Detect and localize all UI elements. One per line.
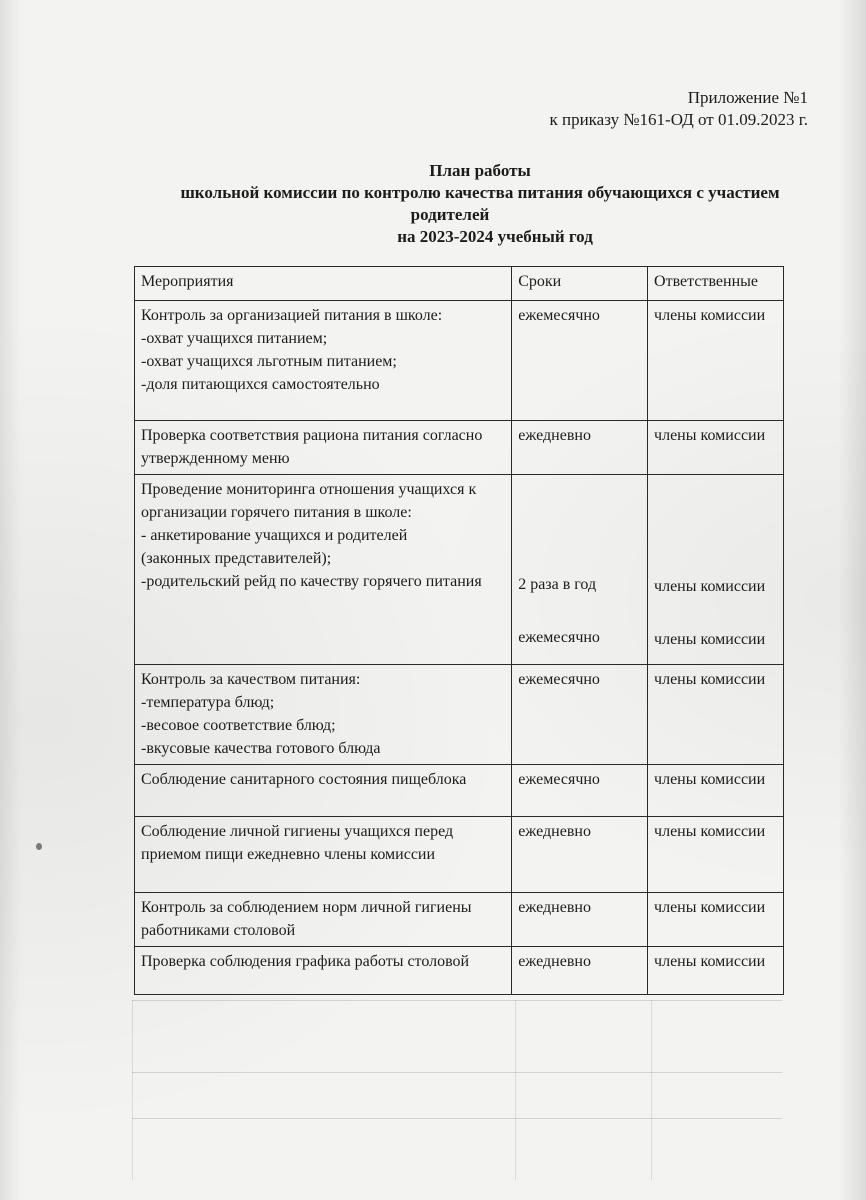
term-cell: ежедневно [512, 947, 648, 995]
activity-line: -охват учащихся питанием; [141, 330, 328, 347]
title-line-4: на 2023-2024 учебный год [397, 227, 593, 246]
scan-speck [36, 843, 42, 850]
activity-line: приемом пищи ежедневно члены комиссии [141, 846, 436, 863]
activity-line: Проверка соответствия рациона питания согласно [141, 427, 483, 444]
responsible-line: члены комиссии [654, 631, 766, 648]
header-responsible: Ответственные [648, 267, 784, 301]
term-cell: ежедневно [512, 893, 648, 947]
term-cell [512, 475, 648, 665]
responsible-line: члены комиссии [654, 578, 766, 595]
activity-line: -охват учащихся льготным питанием; [141, 353, 397, 370]
activity-cell [135, 817, 512, 893]
activity-line: утвержденному меню [141, 450, 290, 467]
activity-line: организации горячего питания в школе: [141, 504, 412, 521]
table-header-row [135, 267, 784, 301]
activity-line: -вкусовые качества готового блюда [141, 740, 381, 757]
table-row [135, 301, 784, 421]
term-line: ежемесячно [518, 629, 600, 646]
activity-line: (законных представителей); [141, 550, 332, 567]
scan-edge-shadow-right [838, 0, 866, 1200]
term-cell: ежемесячно [512, 665, 648, 765]
responsible-cell: члены комиссии [648, 817, 784, 893]
responsible-cell [648, 475, 784, 665]
term-cell: ежедневно [512, 421, 648, 475]
title-line-2: школьной комиссии по контролю качества питания обучающихся с участием [180, 183, 780, 202]
table-row [135, 817, 784, 893]
ghost-table-vrule [132, 1000, 133, 1180]
appendix-number: Приложение №1 [687, 88, 808, 107]
responsible-cell: члены комиссии [648, 665, 784, 765]
activity-line: -доля питающихся самостоятельно [141, 376, 380, 393]
activity-line: работниками столовой [141, 922, 296, 939]
activity-line: - анкетирование учащихся и родителей [141, 527, 408, 544]
activity-cell [135, 421, 512, 475]
activity-line: Проведение мониторинга отношения учащихся к [141, 481, 477, 498]
activity-line: -весовое соответствие блюд; [141, 717, 336, 734]
cell-gap [654, 598, 778, 628]
work-plan-table [134, 266, 784, 995]
activity-line: Контроль за соблюдением норм личной гигиены [141, 899, 472, 916]
activity-cell [135, 475, 512, 665]
order-reference: к приказу №161-ОД от 01.09.2023 г. [549, 110, 808, 129]
term-cell: ежедневно [512, 817, 648, 893]
ghost-table-rule [132, 1000, 782, 1001]
table-row [135, 947, 784, 995]
responsible-cell: члены комиссии [648, 947, 784, 995]
title-line-3: родителей [410, 205, 490, 224]
table-row [135, 765, 784, 817]
responsible-cell: члены комиссии [648, 765, 784, 817]
term-cell: ежемесячно [512, 301, 648, 421]
responsible-cell: члены комиссии [648, 893, 784, 947]
activity-line: -родительский рейд по качеству горячего питания [141, 573, 482, 590]
responsible-cell: члены комиссии [648, 421, 784, 475]
activity-cell [135, 301, 512, 421]
ghost-table-vrule [651, 1000, 652, 1180]
ghost-table-rule [132, 1072, 782, 1073]
cell-gap [518, 596, 642, 626]
table-row [135, 475, 784, 665]
header-terms: Сроки [512, 267, 648, 301]
responsible-cell: члены комиссии [648, 301, 784, 421]
ghost-table-rule [132, 1118, 782, 1119]
activity-line: Контроль за качеством питания: [141, 671, 361, 688]
term-cell: ежемесячно [512, 765, 648, 817]
scan-edge-shadow-left [0, 0, 22, 1200]
term-line: 2 раза в год [518, 576, 597, 593]
document-title [140, 160, 820, 248]
table-row [135, 421, 784, 475]
header-activities: Мероприятия [135, 267, 512, 301]
table-row [135, 665, 784, 765]
activity-line: -температура блюд; [141, 694, 275, 711]
activity-cell [135, 893, 512, 947]
title-line-1: План работы [429, 161, 531, 180]
ghost-table-vrule [515, 1000, 516, 1180]
activity-cell [135, 665, 512, 765]
activity-line: Контроль за организацией питания в школе: [141, 307, 443, 324]
activity-line: Соблюдение личной гигиены учащихся перед [141, 823, 454, 840]
activity-cell: Проверка соблюдения графика работы столовой [135, 947, 512, 995]
activity-cell: Соблюдение санитарного состояния пищеблока [135, 765, 512, 817]
table-row [135, 893, 784, 947]
